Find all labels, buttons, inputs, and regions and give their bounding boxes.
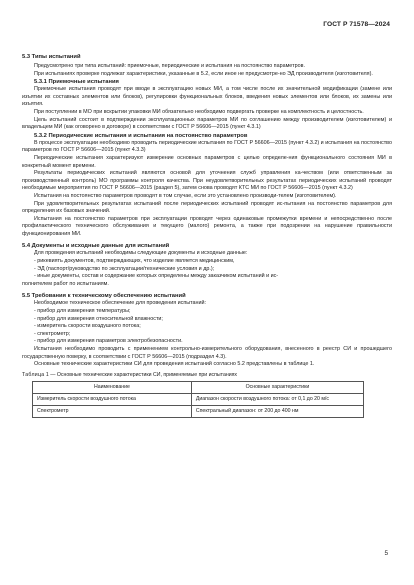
paragraph: Периодические испытания характеризуют измерение основных параметров с целью определе-ния функционального состояния МИ в конкретный момент времени. <box>22 154 392 169</box>
paragraph: Необходимое техническое обеспечение для проведения испытаний: <box>34 300 207 307</box>
paragraph: полнителем работ по испытаниям. <box>22 280 109 287</box>
section-5-4-heading: 5.4 Документы и исходные данные для испытаний <box>22 243 170 250</box>
paragraph: Результаты периодических испытаний являются основой для уточнения служб управления ка-чеством (или ответственным за производственный контроль) МО программы контроля качества. При неудовлетворительных результатах периодических испытаний проводят необходимые мероприятия по ГОСТ Р 56606—2015 (раздел 5), затем снова проводят КТС МИ по ГОСТ Р 56606—2015 (пункт 4.3.2) <box>22 170 392 192</box>
standard-header: ГОСТ Р 71578—2024 <box>323 21 390 28</box>
table-caption-text: 1 — Основные технические характеристики СИ, применяемые при испытаниях <box>45 371 238 378</box>
paragraph: Предусмотрено три типа испытаний: приемочные, периодические и испытания на постоянство параметров. <box>34 63 305 69</box>
table-header-row <box>33 381 364 393</box>
table-caption-label: Таблица <box>22 371 45 378</box>
table-row <box>33 405 364 417</box>
table-header-cell: Наименование <box>33 381 192 393</box>
list-item: - прибор для измерения относительной влажности; <box>34 315 163 322</box>
paragraph: При поступлении в МО при вскрытии упаковки МИ обязательно необходимо подвергать проверке на комплектность и целостность. <box>34 108 364 115</box>
paragraph: Испытания на постоянство параметров проводят в том случае, если это установлено производи-телем (изготовителем). <box>34 192 337 199</box>
paragraph: Цель испытаний состоит в подтверждении эксплуатационных параметров МИ по соглашению между производителем (изготовителем) и владельцем МИ (как оговорено в договоре) в соответствии с ГОСТ Р 56606—2015 (пункт 4.3.1) <box>22 116 392 131</box>
list-item: - измеритель скорости воздушного потока; <box>34 323 141 330</box>
section-5-3-2-heading: 5.3.2 Периодические испытания и испытания на постоянство параметров <box>34 132 248 139</box>
list-item: - иные документы, состав и содержание которых определены между заказчиком испытаний и ис- <box>34 273 279 280</box>
section-5-3-heading: 5.3 Типы испытаний <box>22 54 81 60</box>
section-5-5-heading: 5.5 Требования к техническому обеспечению испытаний <box>22 293 186 300</box>
list-item: - рикевиять документов, подтверждающих, что изделие является медицинским, <box>34 258 235 265</box>
table-cell: Спектрометр <box>33 405 192 417</box>
list-item: - ЭД (паспорт/руководство по эксплуатации/технические условия и др.); <box>34 265 215 272</box>
table-cell: Спектральный диапазон: от 200 до 400 нм <box>191 405 363 417</box>
paragraph: В процессе эксплуатации необходимо проводить периодические испытания по ГОСТ Р 56606—2015 (пункт 4.3.2) и испытания на постоянство параметров по ГОСТ Р 56606—2015 (пункт 4.3.3) <box>22 139 392 154</box>
table-row <box>33 393 364 405</box>
paragraph: Приемочные испытания проводят при вводе в эксплуатацию новых МИ, а том числе после их значительной модификации (замене или изъятии их составных элементов или блоков), регулировки функциональных блоков, введения новых элементов или блоков, их замены или изъятия. <box>22 86 392 108</box>
paragraph: Испытания на постоянство параметров при эксплуатации проводят через одинаковые промежутки времени и непосредственно после профилактического технического обслуживания и текущего (малого) ремонта, а также при подозрении на нарушение правильности функционирования МИ. <box>22 215 392 237</box>
paragraph: Основные технические характеристики СИ для проведения испытаний согласно 5.2 представлены в таблице 1. <box>34 361 315 368</box>
table-cell: Диапазон скорости воздушного потока: от 0,1 до 20 м/с <box>191 393 363 405</box>
list-item: - прибор для измерения температуры; <box>34 308 131 315</box>
list-item: - спектрометр; <box>34 330 71 337</box>
list-item: - прибор для измерения параметров электробезопасности. <box>34 338 183 345</box>
paragraph: Испытания необходимо проводить с применением контрольно-измерительного оборудования, внесенного в реестр СИ и прошедшего государственную поверку, в соответствии с ГОСТ Р 56606—2015 (подраздел 4.3). <box>22 346 392 360</box>
characteristics-table <box>32 381 364 418</box>
document-body <box>22 53 392 418</box>
page-number: 5 <box>384 550 388 557</box>
paragraph: При испытаниях проверке подлежат характеристики, указанные в 5.2, если иное не предусмотре-но ЭД производителя (изготовителя). <box>34 70 373 77</box>
section-5-3-1-heading: 5.3.1 Приемочные испытания <box>34 79 119 86</box>
table-caption <box>22 372 392 379</box>
table-header-cell: Основные характеристики <box>191 381 363 393</box>
paragraph: При удовлетворительных результатах испытаний после периодических испытаний проводят ис-пытания на постоянство параметров для определения их базовых значений. <box>22 200 392 215</box>
table-cell: Измеритель скорости воздушного потока <box>33 393 192 405</box>
paragraph: Для проведения испытаний необходимы следующие документы и исходные данные: <box>34 250 248 257</box>
